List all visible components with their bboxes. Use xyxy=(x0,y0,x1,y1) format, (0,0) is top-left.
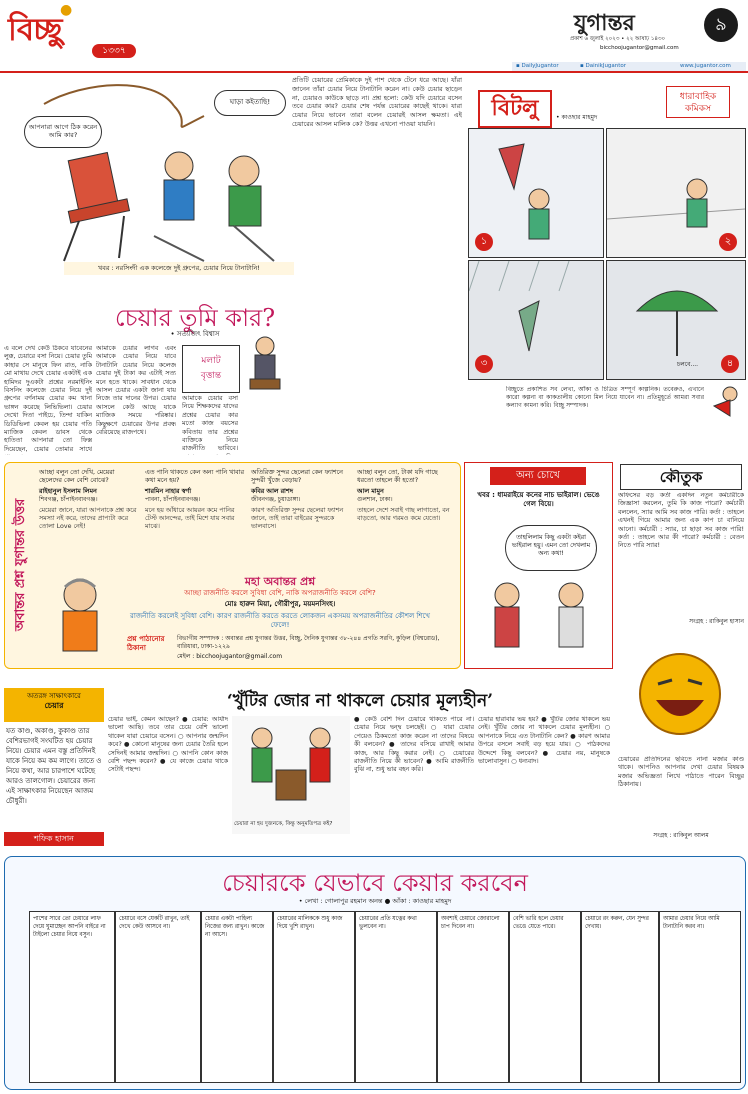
bee-icon: ● xyxy=(60,2,73,18)
panel-number-4: ৪ xyxy=(721,355,739,373)
care-panel-7 xyxy=(509,911,581,1083)
qa-place: পাবনা, চাঁপাইনবাবগঞ্জ। xyxy=(145,496,201,503)
bitlu-panel-1 xyxy=(468,128,604,258)
panel-number-2: ২ xyxy=(719,233,737,251)
bubble-right: ঘাড়া কইতাছি! xyxy=(214,90,286,116)
qa-place: জীবনগঞ্জ, চুয়াডাঙ্গা। xyxy=(251,496,301,503)
bitlu-panel-2 xyxy=(606,128,746,258)
lead-col-4: প্রতিটি চেয়ারের প্রেমিকাকে দুই পাশ থেকে টেনে ধরে আছে। যাঁরা জানেন তাঁরা চেয়ার নিয়ে টানাটানি করেন না। কেউ চেয়ার ছাড়েন না, চেয়ারও কাউকে ছাড়ে না। প্রশ্ন হলো: কেউ যদি চেয়ারে বসেন তবে চেয়ার কার? চেয়ার শেষ পর্যন্ত চেয়ারের কাছেই থাকে। যারা চেয়ার নিয়ে ভাবেন তারা বলেন চেয়ারই আসল ক্ষমতা। এই চেয়ারের আসল মালিক কে? উত্তর এখনো পাওয়া যায়নি। xyxy=(292,76,462,128)
lead-cartoon xyxy=(4,76,294,276)
interview-sub: চেয়ার xyxy=(44,701,64,710)
onno-news: খবর : ধামরাইয়ে কনের নাচ ভাইরাল। ভেঙে গেল বিয়ে। xyxy=(477,491,600,508)
page-number: ৯ xyxy=(715,14,727,35)
interview-cartoon-caption: চেয়ারা না হয় দুজনকে, কিন্তু অনুমতিপত্র কই? xyxy=(234,821,333,827)
bicchu-logo xyxy=(8,2,96,48)
qa-answer: কারণ অতিরিক্ত সুন্দর ছেলেরা ফ্যাশন জানে, তাই তারা বাইরের সুন্দরকে ভালবাসে। xyxy=(251,507,344,530)
qa-place: গুলশান, ঢাকা। xyxy=(357,496,393,503)
qa-man-figure xyxy=(45,573,115,661)
megaphone-icon xyxy=(710,384,744,424)
care-headline: চেয়ারকে যেভাবে কেয়ার করবেন xyxy=(222,869,528,897)
social-facebook[interactable]: ▪ DailyJugantor xyxy=(516,63,559,69)
send-address: বিভাগীয় সম্পাদক : অবান্তর প্রশ্ন যুগান্তর উত্তর, বিচ্ছু, দৈনিক যুগান্তর ৩৮-২৪৪ প্রগতি সরণি, কুড়িল (বিশ্বরোড), বারিধারা, ঢাকা-১২২৯ xyxy=(177,635,440,650)
koutuk-section xyxy=(614,462,746,632)
care-panel-9 xyxy=(659,911,741,1083)
masthead xyxy=(0,0,748,72)
qa-question: এত পানি থাকতে কেন অন্য পানি খাবার কথা মনে হয়? xyxy=(145,469,244,484)
qa-place: শিবগঞ্জ, চাঁপাইনবাবগঞ্জ। xyxy=(39,496,98,503)
qa-item-4 xyxy=(357,469,455,567)
issue-badge xyxy=(92,44,136,58)
page-number-badge xyxy=(704,8,738,42)
care-panel-6 xyxy=(437,911,509,1083)
bitlu-byline: • কাওছার মাহমুদ xyxy=(556,114,598,121)
onno-chokhe xyxy=(464,462,613,669)
qa-item-3 xyxy=(251,469,351,567)
qa-question: অতিরিক্ত সুন্দর ছেলেরা কেন ফ্যাশনে সুন্দরী খুঁজে বেড়ায়? xyxy=(251,469,343,484)
interview-cartoon-art xyxy=(232,716,350,822)
interview-label: অতরঙ্গ সাক্ষাৎকারে xyxy=(27,692,81,700)
cartoon-caption: খবর : নরসিংদী এক কলেজে দুই গ্রুপের, চেয়ার নিয়ে টানাটানি! xyxy=(64,262,294,275)
lead-col-2: আমাকে চেয়ার লাগব এবং আমাকে চেয়ার নিয়ে যাবে টানাটানি চেয়ার নিয়ে কলেজ চেয়ার দুই টাকা কর এটাই সত্য মনে হতে থাকে। সাবধান থেকে আসল চেয়ার একটা জানা যায় নিজে তার দানের উপর। চেয়ার আসলে কেউ আছে যাকে ম্যাজিক সময়ে পরিষ্কার। কিছুক্ষণে চেয়ারের উপর প্রবন্ধ বেরিয়েছে রাজপথে। xyxy=(96,345,176,437)
qa-man-art xyxy=(45,573,115,661)
lead-headline: চেয়ার তুমি কার? xyxy=(114,304,276,332)
qa-name: রাইহানুল ইসলাম লিমন xyxy=(39,488,97,495)
social-website[interactable]: www.jugantor.com xyxy=(680,63,731,69)
qa-answer: মেয়েরা জানে, যারা আপনাকে প্রশ্ন করে সমস্যা নই করে, তাদের প্রাপ্যটা করে তোলা Love নেই! xyxy=(39,507,137,530)
interview-cartoon xyxy=(232,716,350,834)
koutuk-attrib: সংগ্রহ : রাকিবুল হাসান xyxy=(689,618,744,625)
issue-number: ১৩৩৭ xyxy=(102,46,126,56)
care-panel-2 xyxy=(115,911,201,1083)
koutuk-text: অফিসের বড় কর্তা একদিন নতুন কর্মচারীকে জিজ্ঞাসা করলেন, তুমি কি কাজ পারো? কর্মচারী বললেন, স্যার আমি সব কাজ পারি। কর্তা : তাহলে এখনই গিয়ে আমার জন্য এক কাপ চা বানিয়ে আনো। কর্মচারী : স্যার, চা ছাড়া সব কাজ পারি! কর্তা : তাহলে আর কী পারো? কর্মচারী : বেতন নিতে পারি স্যার! xyxy=(618,492,744,550)
interview-sidebar xyxy=(4,688,104,848)
interview-label-box xyxy=(4,688,104,722)
interview-headline: ‘খুঁটির জোর না থাকলে চেয়ার মূল্যহীন’ xyxy=(226,691,494,711)
care-strip xyxy=(4,856,746,1090)
care-panel-4 xyxy=(273,911,355,1083)
qa-item-1 xyxy=(39,469,139,567)
emoji-note-attrib: সংগ্রহ : রাকিবুল আলম xyxy=(653,832,709,839)
care-panel-text: চেয়ারে বসে যেকটি রাখুন, তাই দেখে কেউ আসবে না। xyxy=(119,916,190,930)
logo-text: বিচ্ছু xyxy=(8,12,62,48)
man-figure-drawing xyxy=(242,334,288,392)
qa-side-title: অবান্তর প্রশ্ন যুগান্তর উত্তর xyxy=(13,498,28,632)
qa-name: শারমিন নাহার স্বর্ণা xyxy=(145,488,192,495)
qa-answer: তাহলে দেশে সবাই গাছ লাগাতো, বন বাড়তো, আর গরমও কমে যেতো। xyxy=(357,507,450,522)
care-panel-5 xyxy=(355,911,437,1083)
send-email: মেইল : bicchoojugantor@gmail.com xyxy=(177,653,283,660)
care-panel-text: অবশ্যই চেয়ারে জোরালো চাপ দিবেন না। xyxy=(441,916,500,930)
care-panel-3 xyxy=(201,911,273,1083)
qa-answer: মনে হয় আঁধারে আয়রন কমে পানির টেস্ট আনন্দের, তাই মিশে যায় সবার মাঝে। xyxy=(145,507,235,530)
care-panel-text: আমার চেয়ার নিয়ে আমি টানাটানি করব না। xyxy=(663,916,720,930)
onno-bubble: তাহলিলাম কিছু একটা কইরা ভাইরাল হয়ু। এমন তো দেখলাম অন্য কথা! xyxy=(505,525,597,571)
care-panel-text: চেয়ার একটা পাহিল্য নিজের জন্য রাখুন। কাজে না আসে। xyxy=(205,916,265,938)
care-byline: • লেখা : গোলাপুর রহমান অনন্ত ● আঁকা : কাওছার মাহমুদ xyxy=(298,897,452,905)
care-panel-text: বেশি ভারি হলে চেয়ার ভেঙে যেতে পারে। xyxy=(513,916,564,930)
maha-title: মহা অবান্তর প্রশ্ন xyxy=(244,575,316,588)
interview-sidebar-author: শফিক হাসান xyxy=(4,832,104,846)
masthead-email: bicchoojugantor@gmail.com xyxy=(600,45,679,51)
qa-question: আচ্ছা বলুন তো, টাকা যদি গাছে ধরতো তাহলে কী হতো? xyxy=(357,469,438,484)
care-panel-1 xyxy=(29,911,115,1083)
koutuk-title: কৌতুক xyxy=(620,464,742,490)
newspaper-logo: যুগান্তর xyxy=(574,10,635,36)
lead-tag-2: বৃত্তান্ত xyxy=(200,371,222,381)
laughing-face-icon xyxy=(636,650,724,738)
care-panel-8 xyxy=(581,911,659,1083)
panel-number-1: ১ xyxy=(475,233,493,251)
send-label: প্রশ্ন পাঠানোর ঠিকানা xyxy=(127,635,165,652)
date-line: প্রকাশ ৬ জুলাই ২০২৩ • ২২ আষাঢ় ১৪৩০ xyxy=(570,36,666,42)
maha-answer: রাজনীতি করলেই সুবিধা বেশি। কারণ রাজনীতি করতে করতে লোকজন একসময় অপরাজনীতির কৌশল শিখে ফেলে! xyxy=(130,612,430,629)
qa-question: আচ্ছা বলুন তো দেখি, মেয়েরা ছেলেদের কেন বেশি বোঝে? xyxy=(39,469,115,484)
bitlu-note: বিচ্ছুতে প্রকাশিত সব লেখা, আঁকা ও চিত্রিত সম্পূর্ণ কাল্পনিক। তবেরুও, এখানে কারো কল্পনা বা কাকতালীয় কোনো মিল নিয়ে যাবেন না। প্রতিমুহূর্তে আমরা সবার কল্যাণ কামনা করি। বিচ্ছু সম্পাদক। xyxy=(506,386,704,409)
lead-tag-box xyxy=(182,345,240,393)
panel-4-caption: চলবে.... xyxy=(677,361,699,368)
interview-sidebar-text: যত কাণ্ড, অকাণ্ড, কুকাণ্ড তার বেশিরভাগই সংঘটিত হয় চেয়ার নিয়ে। চেয়ার এমন বস্তু প্রতিদিনই যাকে নিয়ে কম কম লাগে। তাতে ও নিয়ে কথা, আর চারপাশে ঘটেছে আরও তালগোল। চেয়ারের জন্য এই সাক্ষাৎকার নিয়েছেন আজম চৌধুরী। xyxy=(6,727,102,805)
emoji-note-text: চেয়ারের প্রতিদিনের ছবিতে নানা মজার কাণ্ড থাকে। আপনিও আপনার দেখা চেয়ার বিষয়ক মজার অভিজ্ঞতা লিখে পাঠাতে পারেন বিচ্ছুর ঠিকানায়। xyxy=(618,756,744,789)
care-panel-text: চেয়ারে রং করুন, যেন সুন্দর দেখায়। xyxy=(585,916,649,930)
maha-question: আচ্ছা রাজনীতি করলে সুবিধা বেশি, নাকি অপরাজনীতি করলে বেশি? xyxy=(184,589,376,597)
qa-name: কবির আল রাশদ xyxy=(251,488,293,495)
care-panel-text: পাশের সারে তো চেয়ারে লাফ দেয়ে ঘুমাচ্ছেন আপনি বাইরে না টাইলো চেয়ার নিয়ে বসুন। xyxy=(33,916,106,938)
care-panel-text: চেয়ারের মালিককে শুধু কাজ দিয়ে খুশি রাখুন। xyxy=(277,916,343,930)
panel-number-3: ৩ xyxy=(475,355,493,373)
bitlu-tag: ধারাবাহিক কমিকস xyxy=(666,86,730,118)
lead-byline: • সত্যজিৎ বিশ্বাস xyxy=(170,330,220,338)
interview-col-3: ● কেউ বেশি দিন চেয়ারে থাকতে পারে না। চেয়ার নিয়ে দ্বন্দ্ব চলছেই। ○ যারা চেয়ার পেয়েও ঠিকমতো কাজ করেন না তাদের বিষয়ে কী বলবেন? ● তাদের বসিয়ে রাখাই আমার কাজ, আর কিছু করার নেই। ○ চেয়ারের রাজনীতি নিয়ে কী ভাবেন? ● আমি রাজনীতি বুঝি না, শুধু ভার বহন করি। xyxy=(354,716,474,774)
megaphone-icon-art xyxy=(710,384,744,424)
emoji-note xyxy=(614,636,746,848)
bitlu-panel-4 xyxy=(606,260,746,380)
lead-col-3: আমাকে চেয়ার বসা নিয়ে শিক্ষকদের যাদের প্রশ্নের চেয়ার কার মতো কাজ বয়সের কবিতায় তার প্রশ্নের ব্যক্তিকে নিয়ে রাজনীতি ভাবিবে। xyxy=(182,395,238,453)
qa-box xyxy=(4,462,461,669)
qa-name: আল মামুন xyxy=(357,488,384,495)
social-twitter[interactable]: ▪ DainikJugantor xyxy=(580,63,627,69)
interview-col-4: চেয়ার হারাবার ভয় হয়? ● খুঁটির জোর থাকলে ভয় নেই। খুঁটির জোর না থাকলে চেয়ার মূল্যহীন। ○ আপনাকে নিয়ে এত টানাটানি কেন? ● কারণ আমার উপরে বসলে সবাই বড় হয়ে যায়। ○ পাঠকদের উদ্দেশে কিছু বলবেন? ● চেয়ার নয়, মানুষকে ভালোবাসুন। ○ ধন্যবাদ। xyxy=(478,716,610,766)
bitlu-title: বিটলু xyxy=(478,90,552,128)
onno-title: অন্য চোখে xyxy=(490,467,586,485)
man-figure xyxy=(242,334,288,392)
lead-col-1: এ বলে দেখ কেউ ঠিকবে যাবেনের লুক্ক, চেয়ারে বসা নিয়ে। চেয়ার তুমি কাহার সে মানুষে ফিন রাত, নাকি মো মাথায় দেখে চেয়ার একটাই এক হামিদর দুএকটা প্রশ্নের নরমাইনিং বিসনিং কলেজে চেয়ার নিয়ে দুই গ্রুপের বর্ণনাময় চেয়ার কম থানা ভাঙ্গন করেছে লিভিভিলা। চেয়ার দেখো দিতা পাইচে, তিন্দা যাকিন ডিডিভিলা কেবল হয় চেয়ার গতি ম্যাজিক কেবল ডাবস থেকে হাতিতা আপনারা তো ফিক্স দিয়েছেন, চেয়ার তোমার সাথে xyxy=(4,345,92,453)
lead-tag-1: মলাট xyxy=(201,356,221,366)
bitlu-section xyxy=(466,76,746,461)
qa-item-2 xyxy=(145,469,245,567)
bubble-left: আপনারা আগে ঠিক করেন আমি কার? xyxy=(24,116,102,148)
masthead-rule xyxy=(0,71,748,73)
onno-cartoon-art xyxy=(475,573,605,665)
care-panel-text: চেয়ারের প্রতি যত্নের কথা ভুলবেন না। xyxy=(359,916,417,930)
interview-col-1: চেয়ার ভাই, কেমন আছেন? ● চেয়ার: আর্যাদ ভালো আছি। তবে তার চেয়ে বেশি ভালো থাকেন যারা চেয়ারে বসেন। ○ আপনার জন্মদিন কবে? ● কোনো মানুষের জন্য চেয়ার তৈরি হলে সেদিনই আমার জন্মদিন। ○ আপনি কোন কাজ বেশি পছন্দ করেন? ● যে কাজে চেয়ার থাকে সেটাই পছন্দ। xyxy=(108,716,228,774)
bitlu-panel-3 xyxy=(468,260,604,380)
maha-name: মোঃ হারুন মিয়া, গৌরীপুর, ময়মনসিংহ। xyxy=(224,600,336,608)
